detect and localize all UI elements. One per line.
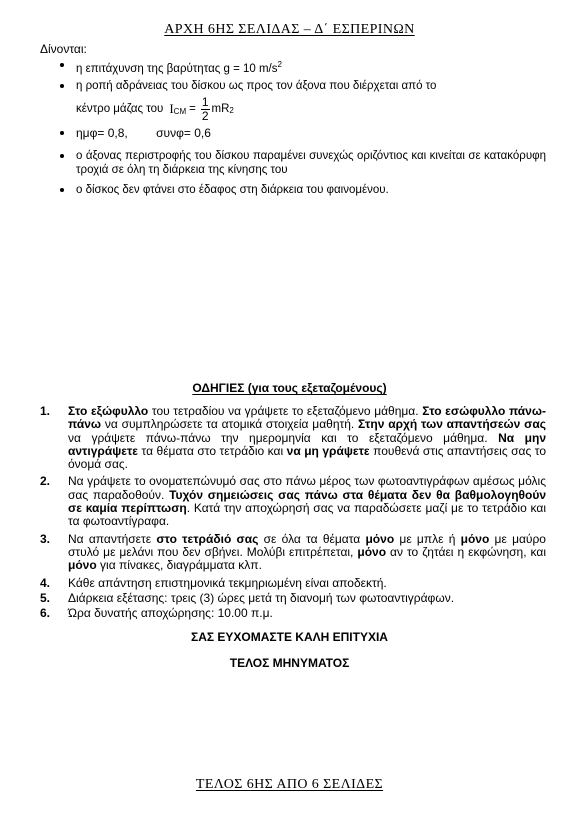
instructions-title-text: ΟΔΗΓΙΕΣ (για τους εξεταζομένους) [192,381,387,395]
instruction-text: Τυχόν σημειώσεις σας πάνω στα θέματα δεν θα βαθμολογηθούν σε καμία περίπτωση [68,487,547,516]
given-list [60,58,546,200]
instruction-text: του τετραδίου να γράψετε το εξεταζόμενο μάθημα. [148,404,423,418]
instruction-number: 1. [40,404,51,418]
page-header [0,22,579,38]
inertia-text-line1: η ροπή αδράνειας του δίσκου ως προς τον άξονα που διέρχεται από το [76,79,437,92]
closing-wish: ΣΑΣ ΕΥΧΟΜΑΣΤΕ ΚΑΛΗ ΕΠΙΤΥΧΙΑ [191,630,388,644]
instruction-text: Στο εξώφυλλο [68,404,149,418]
inertia-equals: = [189,103,196,116]
instruction-number: 2. [40,474,51,489]
instruction-text: με μπλε ή [394,531,461,546]
instruction-text: με μαύρο στυλό με μελάνι που δεν σβήνει. Μολύβι επιτρέπεται, [68,531,546,559]
instruction-text: . Κατά την αποχώρησή σας να παραδώσετε μαζί με το τετράδιο και τα φωτοαντίγραφα. [68,501,546,529]
instruction-text: πουθενά στις απαντήσεις σας το όνομά σας. [68,443,547,472]
inertia-formula-line [76,96,546,123]
instruction-text: μόνο [357,544,387,559]
given-item-inertia [60,79,546,123]
given-item-gravity [60,58,546,76]
instructions-title [0,381,579,395]
instructions-list [40,405,546,620]
page-footer [0,777,579,793]
instruction-text: Στην αρχή των απαντήσεών σας [358,417,546,432]
instruction-text: Να γράψετε το ονοματεπώνυμό σας στο πάνω μέρος των φωτοαντιγράφων αμέσως μόλις σας παραδοθούν. [68,474,546,502]
instruction-text: Ώρα δυνατής αποχώρησης: 10.00 π.μ. [68,606,273,621]
instruction-text: στο τετράδιό σας [156,531,259,546]
inertia-tail: mR [211,103,230,116]
instruction-text: μόνο [68,558,97,573]
instruction-text: Κάθε απάντηση επιστημονικά τεκμηριωμένη είναι αποδεκτή. [68,575,387,590]
fraction-denominator: 2 [201,108,209,123]
instruction-text: για πίνακες, διαγράμματα κλπ. [96,558,262,573]
page-footer-text: ΤΕΛΟΣ 6ΗΣ ΑΠΟ 6 ΣΕΛΙΔΕΣ [195,777,384,792]
instruction-text: αν το ζητάει η εκφώνηση, και [386,544,546,559]
instruction-item [40,405,546,471]
instruction-text: να γράψετε πάνω-πάνω την ημερομηνία και το εξεταζόμενο μάθημα. [68,430,499,445]
instruction-text: Διάρκεια εξέτασης: τρεις (3) ώρες μετά τη διανομή των φωτοαντιγράφων. [68,590,455,605]
instruction-text: τα θέματα στο τετράδιο και [138,443,287,458]
given-item-trig [60,126,546,141]
instruction-text: μόνο [365,531,395,546]
given-item-axis: ο άξονας περιστροφής του δίσκου παραμένει συνεχώς οριζόντιος και κινείται σε κατακόρυφη τροχιά σε όλη τη διάρκεια της κίνησης του [60,149,546,177]
fraction-numerator: 1 [201,94,209,109]
instruction-text: Να μην αντιγράψετε [68,430,546,458]
instruction-item [40,577,546,590]
closing-end: ΤΕΛΟΣ ΜΗΝΥΜΑΤΟΣ [229,656,350,670]
instruction-item [40,533,546,573]
instruction-text: μόνο [460,531,490,546]
instruction-number: 6. [40,606,51,621]
given-item-ground: ο δίσκος δεν φτάνει στο έδαφος στη διάρκεια του φαινομένου. [60,183,546,197]
inertia-exponent: 2 [229,105,234,115]
given-label: Δίνονται: [40,42,87,56]
instruction-number: 4. [40,575,51,590]
instruction-number: 5. [40,590,51,605]
instruction-item [40,475,546,528]
instruction-text: Να απαντήσετε [68,531,157,546]
instruction-text: να συμπληρώσετε τα ατομικά στοιχεία μαθητή. [101,417,359,432]
instruction-text: να μη γράψετε [286,443,370,458]
inertia-fraction [201,96,210,123]
inertia-text-line2: κέντρο μάζας του [76,103,164,116]
gravity-exponent: 2 [277,60,282,69]
page-header-text: ΑΡΧΗ 6ΗΣ ΣΕΛΙΔΑΣ – Δ΄ ΕΣΠΕΡΙΝΩΝ [164,22,415,37]
cos-value: συνφ= 0,6 [156,125,211,140]
instruction-text: σε όλα τα θέματα [258,531,366,546]
instruction-item [40,607,546,620]
inertia-symbol: I [169,101,174,117]
instruction-item [40,592,546,605]
instruction-text: Στο εσώφυλλο πάνω-πάνω [68,404,546,432]
gravity-text: η επιτάχυνση της βαρύτητας g = 10 m/s [76,62,278,75]
instruction-number: 3. [40,531,51,546]
sin-value: ημφ= 0,8, [76,125,128,140]
inertia-subscript: CM [173,107,187,117]
